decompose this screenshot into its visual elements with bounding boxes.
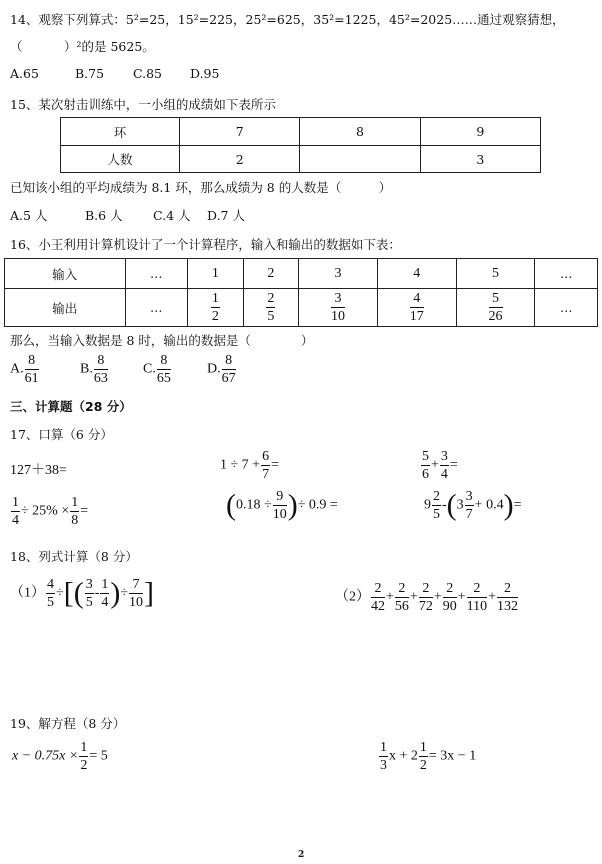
q16-option-c: C. $\frac{8}{65}$ <box>143 353 171 386</box>
q17-expr-3: $\frac{5}{6}$ + $\frac{3}{4}$ = <box>422 449 458 482</box>
cell <box>456 289 535 327</box>
q14-stem: 14、观察下列算式：5²=25，15²=225，25²=625，35²=1225，45²=2025……通过观察猜想， <box>10 12 565 27</box>
q17-expr-1: 127＋38= <box>10 463 67 478</box>
q16-stem: 那么，当输入数据是 8 时，输出的数据是（ ） <box>10 333 314 348</box>
q16-table <box>4 258 598 327</box>
q17-title: 17、口算（6 分） <box>10 427 113 442</box>
q14-option-d: D.95 <box>190 66 220 81</box>
q18-title: 18、列式计算（8 分） <box>10 549 138 564</box>
page-number: 2 <box>298 850 305 860</box>
cell: 3 <box>420 146 540 173</box>
cell: … <box>535 259 598 289</box>
cell <box>299 289 378 327</box>
cell: 5 <box>456 259 535 289</box>
q16-title: 16、小王利用计算机设计了一个计算程序，输入和输出的数据如下表： <box>10 237 401 252</box>
cell <box>243 289 299 327</box>
cell <box>377 289 456 327</box>
cell <box>188 289 244 327</box>
q17-expr-2: 1 ÷ 7 + $\frac{6}{7}$ = <box>220 449 279 482</box>
q15-option-c: C.4 人 <box>153 208 191 223</box>
cell: 3 <box>299 259 378 289</box>
cell: 环 <box>61 118 180 146</box>
q15-option-b: B.6 人 <box>85 208 123 223</box>
cell: 人数 <box>61 146 180 173</box>
q17-expr-4: $\frac{1}{4}$ ÷ 25% × $\frac{1}{8}$ = <box>12 495 89 528</box>
fraction: $\frac{1}{2}$ <box>211 291 219 324</box>
q19-equation-1: x − 0.75x × $\frac{1}{2}$ = 5 <box>12 740 108 773</box>
cell: 9 <box>420 118 540 146</box>
cell: … <box>535 289 598 327</box>
cell: 输出 <box>5 289 126 327</box>
cell: 4 <box>377 259 456 289</box>
q15-option-a: A.5 人 <box>10 208 48 223</box>
fraction: $\frac{5}{26}$ <box>488 291 503 324</box>
q19-title: 19、解方程（8 分） <box>10 716 126 731</box>
q18-part-2: （2） $\frac{2}{42}$ + $\frac{2}{56}$ + $\frac{2}{72}$ + $\frac{2}{90}$ + $\frac{2}{110}$ + $\frac{2}{132}$ <box>335 581 519 614</box>
q14-stem-2: （ ）²的是 5625。 <box>10 39 155 54</box>
cell: … <box>125 289 188 327</box>
cell: … <box>125 259 188 289</box>
q15-table <box>60 117 541 173</box>
fraction: $\frac{2}{5}$ <box>267 291 275 324</box>
q18-part-1: （1） $\frac{4}{5}$ ÷[( $\frac{3}{5}$ - $\frac{1}{4}$ )÷ $\frac{7}{10}$ ] <box>10 576 155 610</box>
section-heading: 三、计算题（28 分） <box>10 399 132 414</box>
cell <box>300 146 420 173</box>
q16-option-d: D. $\frac{8}{67}$ <box>207 353 236 386</box>
cell: 7 <box>180 118 300 146</box>
cell: 2 <box>243 259 299 289</box>
q15-title: 15、某次射击训练中，一小组的成绩如下表所示 <box>10 97 276 112</box>
q17-expr-6: 9 $\frac{2}{5}$ -(3 $\frac{3}{7}$ + 0.4)= <box>424 488 522 522</box>
fraction: $\frac{4}{17}$ <box>409 291 424 324</box>
q14-option-c: C.85 <box>133 66 162 81</box>
q14-option-a: A.65 <box>10 66 39 81</box>
q16-option-a: A. $\frac{8}{61}$ <box>10 353 39 386</box>
q14-option-b: B.75 <box>75 66 105 81</box>
fraction: $\frac{3}{10}$ <box>331 291 346 324</box>
cell: 8 <box>300 118 420 146</box>
q17-expr-5: (0.18 ÷ $\frac{9}{10}$ )÷ 0.9 = <box>226 488 338 522</box>
cell: 输入 <box>5 259 126 289</box>
q15-stem: 已知该小组的平均成绩为 8.1 环，那么成绩为 8 的人数是（ ） <box>10 180 392 195</box>
q15-option-d: D.7 人 <box>207 208 245 223</box>
cell: 1 <box>188 259 244 289</box>
cell: 2 <box>180 146 300 173</box>
q19-equation-2: $\frac{1}{3}$ x + 2 $\frac{1}{2}$ = 3x − 1 <box>380 740 477 773</box>
q16-option-b: B. $\frac{8}{63}$ <box>80 353 108 386</box>
